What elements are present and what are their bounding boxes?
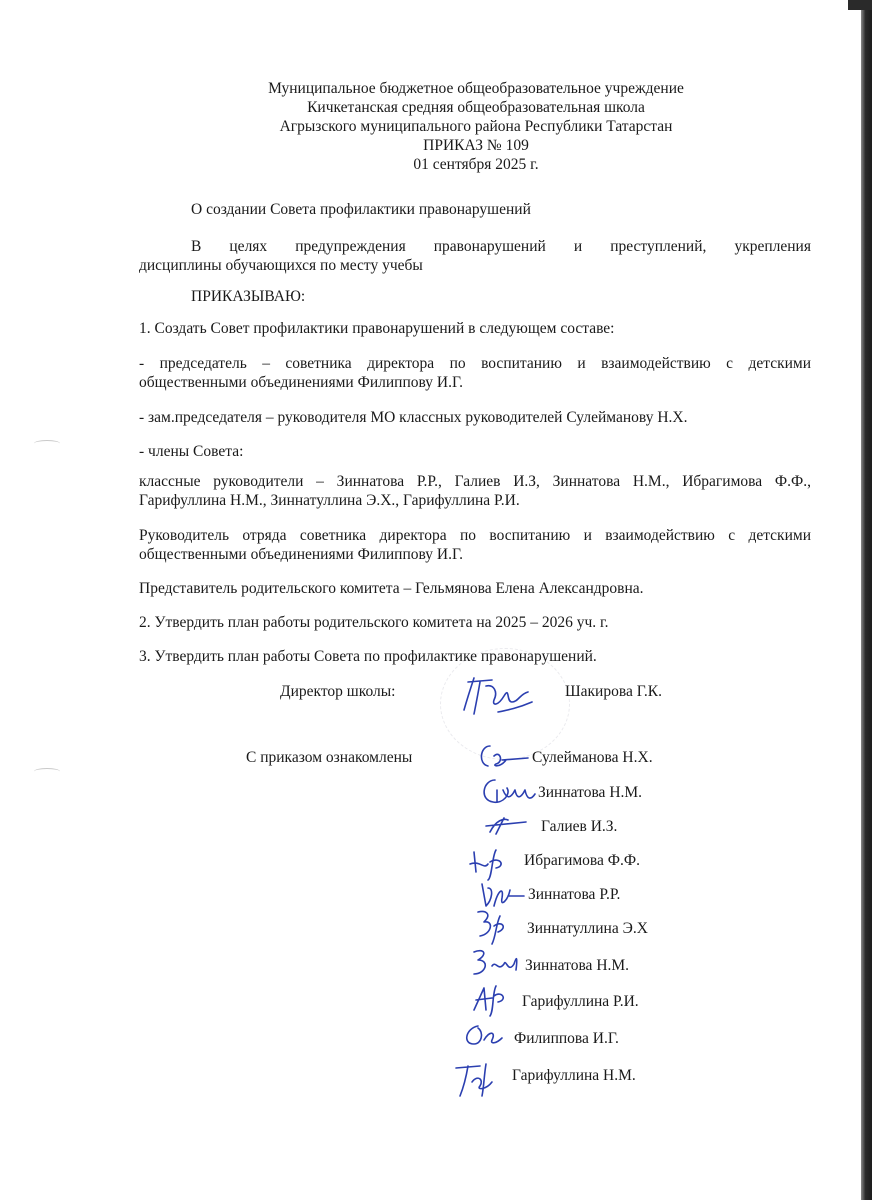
preamble-line-1: В целях предупреждения правонарушений и преступлений, укрепления bbox=[191, 238, 811, 255]
acknowledged-name: Сулейманова Н.Х. bbox=[532, 749, 653, 766]
preamble bbox=[139, 237, 811, 275]
order-item-1: 1. Создать Совет профилактики правонарушений в следующем составе: bbox=[139, 320, 615, 337]
acknowledged-label: С приказом ознакомлены bbox=[246, 749, 413, 766]
class-teachers-line-1: классные руководители – Зиннатова Р.Р., Галиев И.З, Зиннатова Н.М., Ибрагимова Ф.Ф., bbox=[139, 473, 811, 490]
class-teachers-line-2: Гарифуллина Н.М., Зиннатуллина Э.Х., Гарифуллина Р.И. bbox=[139, 492, 520, 509]
order-number: ПРИКАЗ № 109 bbox=[423, 137, 529, 154]
signature-mark bbox=[466, 980, 516, 1020]
order-subject: О создании Совета профилактики правонарушений bbox=[191, 201, 531, 218]
director-signature bbox=[458, 672, 538, 720]
signature-mark bbox=[475, 774, 541, 810]
squad-leader-line-1: Руководитель отряда советника директора по воспитанию и взаимодействию с детскими bbox=[139, 527, 811, 544]
council-chair bbox=[139, 354, 811, 392]
squad-leader-line-2: общественными объединениями Филиппову И.Г. bbox=[139, 546, 464, 563]
signature-mark bbox=[472, 738, 532, 774]
preamble-line-2: дисциплины обучающихся по месту учебы bbox=[139, 257, 423, 274]
acknowledged-name: Галиев И.З. bbox=[541, 818, 618, 835]
signature-mark bbox=[450, 1056, 506, 1100]
document-header bbox=[0, 79, 872, 174]
institution-line-2: Кичкетанская средняя общеобразовательная школа bbox=[307, 99, 645, 116]
director-name: Шакирова Г.К. bbox=[565, 683, 663, 700]
acknowledged-name: Филиппова И.Г. bbox=[514, 1030, 619, 1047]
order-item-2: 2. Утвердить план работы родительского комитета на 2025 – 2026 уч. г. bbox=[139, 614, 609, 631]
acknowledged-name: Зиннатова Н.М. bbox=[525, 957, 630, 974]
scan-hole-mark bbox=[34, 768, 60, 775]
order-item-3: 3. Утвердить план работы Совета по профилактике правонарушений. bbox=[139, 648, 597, 665]
acknowledged-name: Ибрагимова Ф.Ф. bbox=[524, 852, 641, 869]
scan-edge-strip bbox=[861, 0, 872, 1200]
order-word: ПРИКАЗЫВАЮ: bbox=[191, 288, 306, 305]
class-teachers bbox=[139, 472, 811, 510]
signature-mark bbox=[468, 944, 528, 984]
council-chair-line-1: - председатель – советника директора по воспитанию и взаимодействию с детскими bbox=[139, 355, 811, 372]
signature-mark bbox=[456, 1018, 504, 1052]
signature-mark bbox=[480, 812, 534, 838]
acknowledged-name: Гарифуллина Н.М. bbox=[512, 1067, 636, 1084]
parent-representative: Представитель родительского комитета – Гельмянова Елена Александровна. bbox=[139, 580, 644, 597]
council-chair-line-2: общественными объединениями Филиппову И.Г. bbox=[139, 374, 464, 391]
acknowledged-name: Зиннатова Р.Р. bbox=[528, 886, 621, 903]
scan-hole-mark bbox=[34, 440, 60, 447]
signature-mark bbox=[472, 906, 528, 948]
acknowledged-name: Гарифуллина Р.И. bbox=[522, 993, 639, 1010]
council-deputy: - зам.председателя – руководителя МО классных руководителей Сулейманову Н.Х. bbox=[139, 409, 688, 426]
institution-line-1: Муниципальное бюджетное общеобразовательное учреждение bbox=[268, 80, 684, 97]
director-title: Директор школы: bbox=[280, 683, 396, 700]
institution-line-3: Агрызского муниципального района Республики Татарстан bbox=[279, 118, 673, 135]
acknowledged-name: Зиннатуллина Э.Х bbox=[527, 920, 648, 937]
scan-edge-notch bbox=[848, 0, 872, 10]
council-members-label: - члены Совета: bbox=[139, 443, 244, 460]
squad-leader bbox=[139, 526, 811, 564]
acknowledged-name: Зиннатова Н.М. bbox=[538, 784, 643, 801]
order-date: 01 сентября 2025 г. bbox=[413, 156, 539, 173]
